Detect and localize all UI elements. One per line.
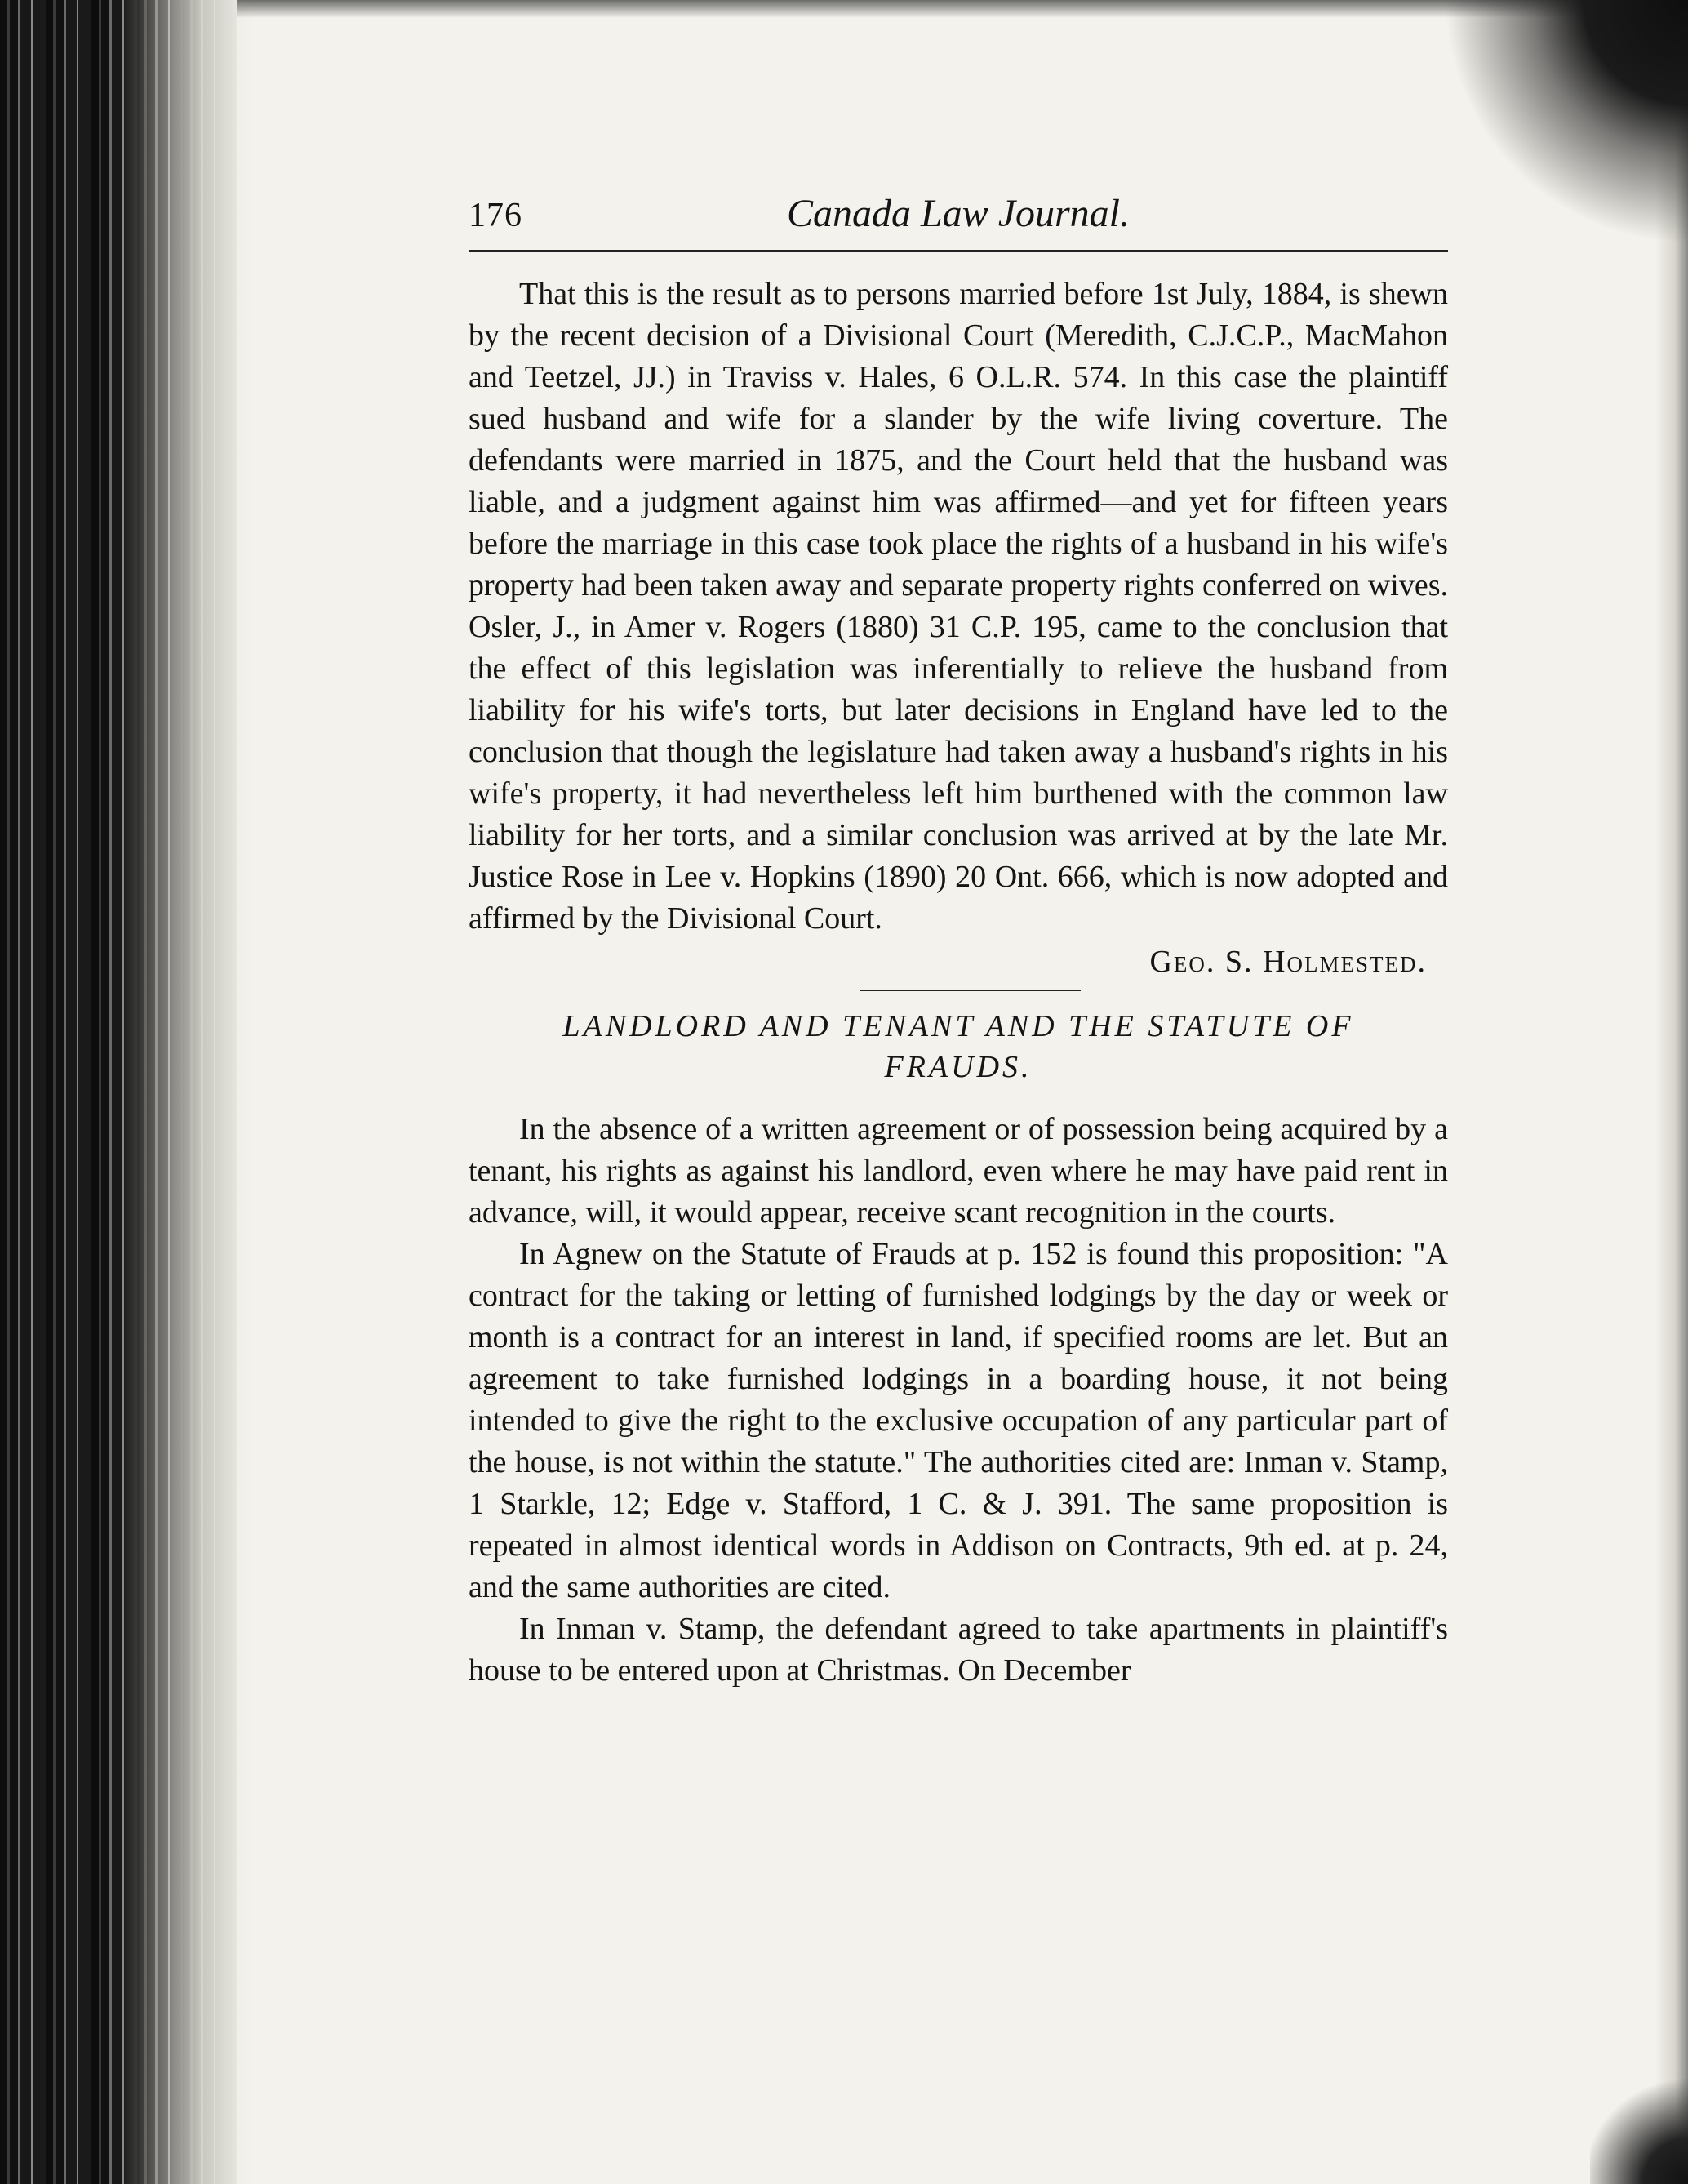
page-number: 176	[469, 197, 522, 234]
journal-title: Canada Law Journal.	[786, 192, 1131, 235]
scan-top-edge	[237, 0, 1624, 18]
article-2-paragraph: In Agnew on the Statute of Frauds at p. 152 is found this proposition: "A contract for the taking or letting of furnished lodgings by the day or week or month is a contract for an interest in land, if specified rooms are let. But an agreement to take furnished lodgings in a boarding house, it not being intended to give the right to the exclusive occupation of any particular part of the house, is not within the statute." The authorities cited are: Inman v. Stamp, 1 Starkle, 12; Edge v. Stafford, 1 C. & J. 391. The same proposition is repeated in almost identical words in Addison on Contracts, 9th ed. at p. 24, and the same authorities are cited.	[469, 1237, 1448, 1604]
scan-binding-shadow	[122, 0, 253, 2184]
article-2-body	[469, 1109, 1448, 1692]
scan-right-edge	[1655, 0, 1688, 2184]
journal-page	[469, 180, 1448, 1692]
section-divider	[860, 990, 1081, 991]
running-head	[469, 180, 1448, 252]
scan-corner-bottom-right	[1590, 2070, 1688, 2184]
article-1-body	[469, 274, 1448, 940]
article-2-paragraph: In Inman v. Stamp, the defendant agreed to take apartments in plaintiff's house to be entered upon at Christmas. On December	[469, 1612, 1448, 1688]
article-2-title: LANDLORD AND TENANT AND THE STATUTE OF FRAUDS.	[562, 1009, 1354, 1084]
author-signature: Geo. S. Holmested.	[1149, 945, 1427, 979]
scan-corner-top-right	[1443, 0, 1688, 245]
article-1-paragraph: That this is the result as to persons married before 1st July, 1884, is shewn by the recent decision of a Divisional Court (Meredith, C.J.C.P., MacMahon and Teetzel, JJ.) in Traviss v. Hales, 6 O.L.R. 574. In this case the plaintiff sued husband and wife for a slander by the wife living coverture. The defendants were married in 1875, and the Court held that the husband was liable, and a judgment against him was affirmed—and yet for fifteen years before the marriage in this case took place the rights of a husband in his wife's property had been taken away and separate property rights conferred on wives. Osler, J., in Amer v. Rogers (1880) 31 C.P. 195, came to the conclusion that the effect of this legislation was inferentially to relieve the husband from liability for his wife's torts, but later decisions in England have led to the conclusion that though the legislature had taken away a husband's rights in his wife's property, it had nevertheless left him burthened with the common law liability for her torts, and a similar conclusion was arrived at by the late Mr. Justice Rose in Lee v. Hopkins (1890) 20 Ont. 666, which is now adopted and affirmed by the Divisional Court.	[469, 277, 1448, 936]
article-2-paragraph: In the absence of a written agreement or of possession being acquired by a tenant, his rights as against his landlord, even where he may have paid rent in advance, will, it would appear, receive scant recognition in the courts.	[469, 1112, 1448, 1230]
